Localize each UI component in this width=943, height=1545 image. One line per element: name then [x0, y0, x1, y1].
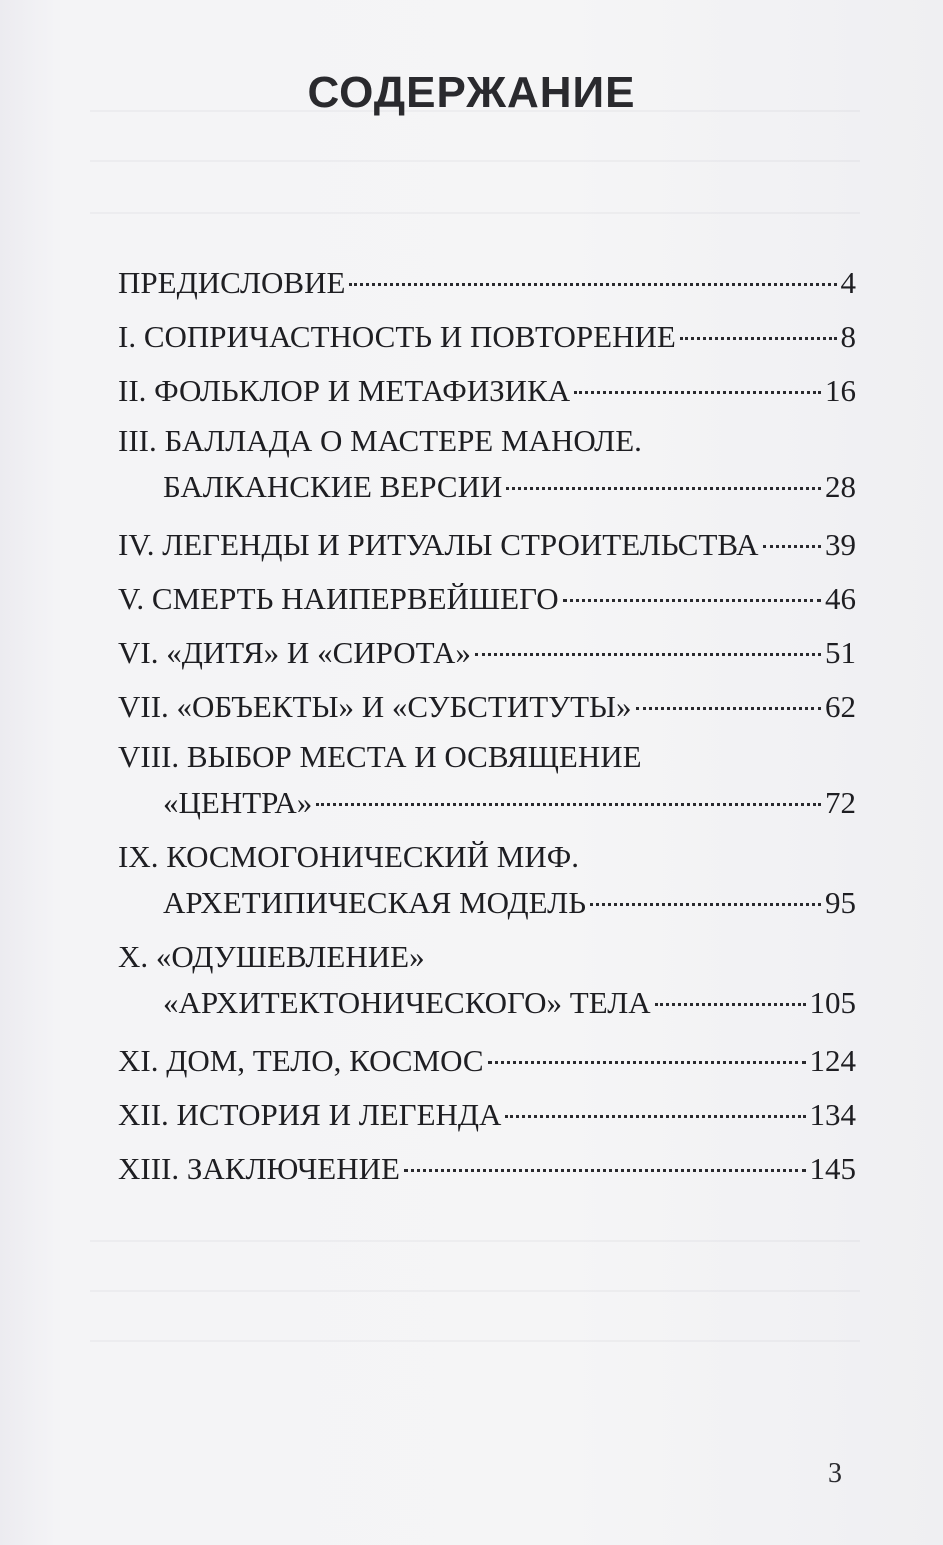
- toc-entry[interactable]: [118, 518, 856, 572]
- bleed-through-line: [90, 160, 860, 162]
- toc-page-number: 4: [840, 265, 856, 300]
- toc-entry-title-line: III. БАЛЛАДА О МАСТЕРЕ МАНОЛЕ.: [118, 423, 642, 458]
- toc-page-number: 124: [809, 1043, 856, 1078]
- dot-leader: [506, 487, 821, 490]
- bleed-through-line: [90, 1340, 860, 1342]
- toc-entry-row: [118, 464, 856, 510]
- toc-entry-title: «АРХИТЕКТОНИЧЕСКОГО» ТЕЛА: [163, 985, 651, 1020]
- toc-entry-row: [118, 364, 856, 418]
- dot-leader: [636, 707, 821, 710]
- toc-entry[interactable]: [118, 680, 856, 734]
- toc-entry-row: [118, 1034, 856, 1088]
- toc-entry-title: V. СМЕРТЬ НАИПЕРВЕЙШЕГО: [118, 581, 559, 616]
- toc-entry-title: АРХЕТИПИЧЕСКАЯ МОДЕЛЬ: [163, 885, 587, 920]
- toc-entry-row: [118, 680, 856, 734]
- toc-entry-title: БАЛКАНСКИЕ ВЕРСИИ: [163, 469, 503, 504]
- toc-page-number: 62: [825, 689, 856, 724]
- toc-page-number: 28: [825, 469, 856, 504]
- toc-entry-title: VI. «ДИТЯ» И «СИРОТА»: [118, 635, 471, 670]
- toc-entry-title: XIII. ЗАКЛЮЧЕНИЕ: [118, 1151, 400, 1186]
- toc-entry[interactable]: [118, 256, 856, 310]
- toc-entry-row: [118, 1142, 856, 1196]
- bleed-through-line: [90, 212, 860, 214]
- page-title: СОДЕРЖАНИЕ: [307, 68, 636, 117]
- toc-entry[interactable]: [118, 418, 856, 510]
- toc-page-number: 105: [809, 985, 856, 1020]
- page-number: 3: [828, 1458, 842, 1489]
- toc-entry-title: IV. ЛЕГЕНДЫ И РИТУАЛЫ СТРОИТЕЛЬСТВА: [118, 527, 759, 562]
- toc-entry[interactable]: [118, 572, 856, 626]
- toc-entry-row: [118, 980, 856, 1026]
- toc-entry[interactable]: [118, 734, 856, 826]
- bleed-through-line: [90, 1290, 860, 1292]
- dot-leader: [488, 1061, 806, 1064]
- toc-page-number: 8: [840, 319, 856, 354]
- dot-leader: [763, 545, 821, 548]
- toc-entry-title-line: IX. КОСМОГОНИЧЕСКИЙ МИФ.: [118, 839, 579, 874]
- toc-entry-row: [118, 780, 856, 826]
- toc-entry[interactable]: [118, 1034, 856, 1088]
- toc-entry-row: [118, 572, 856, 626]
- toc-entry-row: [118, 256, 856, 310]
- toc-page-number: 16: [825, 373, 856, 408]
- toc-entry-title: ПРЕДИСЛОВИЕ: [118, 265, 346, 300]
- dot-leader: [574, 391, 821, 394]
- toc-entry[interactable]: [118, 1142, 856, 1196]
- toc-entry[interactable]: [118, 626, 856, 680]
- dot-leader: [316, 803, 821, 806]
- toc-entry[interactable]: [118, 310, 856, 364]
- toc-entry[interactable]: [118, 1088, 856, 1142]
- dot-leader: [655, 1003, 806, 1006]
- toc-entry-title: «ЦЕНТРА»: [163, 785, 313, 820]
- dot-leader: [404, 1169, 806, 1172]
- toc-page-number: 134: [809, 1097, 856, 1132]
- dot-leader: [505, 1115, 805, 1118]
- toc-page-number: 95: [825, 885, 856, 920]
- toc-entry[interactable]: [118, 934, 856, 1026]
- toc-entry-title: XI. ДОМ, ТЕЛО, КОСМОС: [118, 1043, 484, 1078]
- bleed-through-line: [90, 1240, 860, 1242]
- toc-entry-row: [118, 310, 856, 364]
- toc-entry-row: [118, 1088, 856, 1142]
- dot-leader: [475, 653, 821, 656]
- toc-entry-title: XII. ИСТОРИЯ И ЛЕГЕНДА: [118, 1097, 502, 1132]
- toc-page-number: 72: [825, 785, 856, 820]
- toc-entry-title-line: VIII. ВЫБОР МЕСТА И ОСВЯЩЕНИЕ: [118, 739, 642, 774]
- toc-entry-row: [118, 626, 856, 680]
- toc-entry-title: I. СОПРИЧАСТНОСТЬ И ПОВТОРЕНИЕ: [118, 319, 676, 354]
- toc-entry-title: VII. «ОБЪЕКТЫ» И «СУБСТИТУТЫ»: [118, 689, 632, 724]
- toc-entry-row: [118, 518, 856, 572]
- toc-entry-row: [118, 880, 856, 926]
- toc-entry[interactable]: [118, 834, 856, 926]
- toc-entry-title: II. ФОЛЬКЛОР И МЕТАФИЗИКА: [118, 373, 571, 408]
- dot-leader: [563, 599, 821, 602]
- toc-entry-title-line: X. «ОДУШЕВЛЕНИЕ»: [118, 939, 425, 974]
- toc-page-number: 145: [809, 1151, 856, 1186]
- toc-page-number: 51: [825, 635, 856, 670]
- toc-page-number: 39: [825, 527, 856, 562]
- dot-leader: [349, 283, 836, 286]
- toc-page-number: 46: [825, 581, 856, 616]
- dot-leader: [680, 337, 837, 340]
- table-of-contents: [118, 256, 856, 1196]
- toc-entry[interactable]: [118, 364, 856, 418]
- dot-leader: [590, 903, 821, 906]
